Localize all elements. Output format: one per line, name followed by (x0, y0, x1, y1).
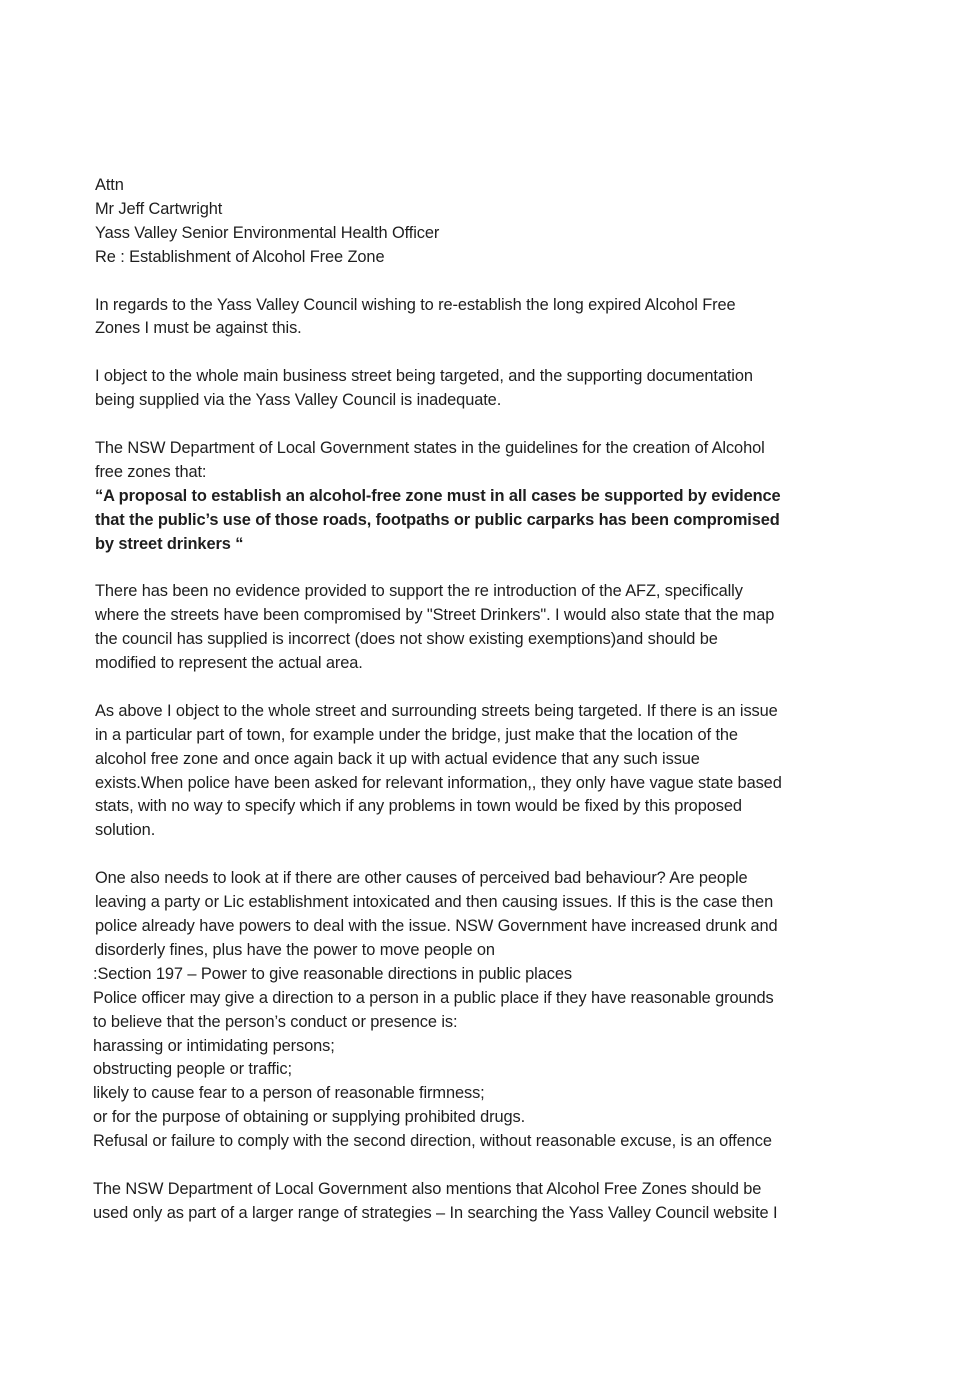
paragraph-line: The NSW Department of Local Government states in the guidelines for the creation of Alcohol (95, 438, 765, 457)
paragraph-line: I object to the whole main business street being targeted, and the supporting documentation (95, 367, 753, 386)
paragraph-gap (95, 341, 885, 365)
paragraph-line: police already have powers to deal with the issue. NSW Government have increased drunk and (95, 917, 778, 935)
paragraph-line: One also needs to look at if there are other causes of perceived bad behaviour? Are people (95, 869, 748, 888)
paragraph-line: the council has supplied is incorrect (does not show existing exemptions)and should be (95, 630, 718, 649)
paragraph-line: exists.When police have been asked for relevant information,, they only have vague state based (95, 773, 782, 792)
quote-line: that the public’s use of those roads, footpaths or public carparks has been compromised (95, 510, 780, 529)
paragraph-gap (95, 270, 885, 294)
paragraph-gap (95, 676, 885, 700)
paragraph-strategies (95, 1178, 885, 1226)
paragraph-line: alcohol free zone and once again back it up with actual evidence that any such issue (95, 749, 700, 768)
recipient-name: Mr Jeff Cartwright (95, 199, 223, 218)
paragraph-line: leaving a party or Lic establishment intoxicated and then causing issues. If this is the case then (95, 893, 774, 912)
quote-line: by street drinkers “ (95, 534, 244, 553)
paragraph-line: Refusal or failure to comply with the second direction, without reasonable excuse, is an offence (93, 1132, 772, 1151)
paragraph-line: In regards to the Yass Valley Council wishing to re-establish the long expired Alcohol Free (95, 295, 736, 314)
paragraph-line: There has been no evidence provided to support the re introduction of the AFZ, specifically (95, 582, 743, 601)
paragraph-gap (95, 1154, 885, 1178)
letter-header (95, 174, 885, 270)
paragraph-line: being supplied via the Yass Valley Council is inadequate. (95, 391, 502, 410)
paragraph-line: modified to represent the actual area. (95, 654, 363, 673)
paragraph-line: As above I object to the whole street and surrounding streets being targeted. If there is an issue (95, 701, 778, 720)
paragraph-line: disorderly fines, plus have the power to move people on (95, 940, 495, 959)
paragraph-line: :Section 197 – Power to give reasonable directions in public places (93, 964, 572, 983)
paragraph-street-targeted (95, 700, 885, 843)
paragraph-line: used only as part of a larger range of strategies – In searching the Yass Valley Council website I (93, 1203, 778, 1222)
paragraph-line: likely to cause fear to a person of reasonable firmness; (93, 1084, 485, 1103)
paragraph-line: in a particular part of town, for example under the bridge, just make that the location of the (95, 725, 738, 744)
subject-line: Re : Establishment of Alcohol Free Zone (95, 247, 385, 266)
recipient-position: Yass Valley Senior Environmental Health Officer (95, 223, 440, 242)
paragraph-other-causes (95, 867, 885, 1154)
paragraph-line: obstructing people or traffic; (93, 1060, 292, 1079)
paragraph-line: Zones I must be against this. (95, 319, 302, 338)
paragraph-line: harassing or intimidating persons; (93, 1036, 335, 1055)
paragraph-opening (95, 294, 885, 342)
paragraph-objection (95, 365, 885, 413)
attn-line: Attn (95, 176, 124, 194)
letter-body (95, 174, 885, 1226)
paragraph-line: free zones that: (95, 462, 207, 481)
paragraph-line: The NSW Department of Local Government also mentions that Alcohol Free Zones should be (93, 1179, 762, 1198)
paragraph-line: where the streets have been compromised by "Street Drinkers". I would also state that the map (95, 606, 775, 625)
paragraph-gap (95, 843, 885, 867)
paragraph-line: or for the purpose of obtaining or supplying prohibited drugs. (93, 1108, 526, 1127)
paragraph-guidelines (95, 437, 885, 557)
paragraph-line: solution. (95, 821, 156, 840)
paragraph-line: Police officer may give a direction to a person in a public place if they have reasonable grounds (93, 988, 774, 1007)
quote-line: “A proposal to establish an alcohol-free zone must in all cases be supported by evidence (95, 486, 781, 505)
paragraph-gap (95, 413, 885, 437)
paragraph-line: to believe that the person’s conduct or presence is: (93, 1012, 458, 1031)
paragraph-gap (95, 556, 885, 580)
paragraph-no-evidence (95, 580, 885, 676)
paragraph-line: stats, with no way to specify which if any problems in town would be fixed by this proposed (95, 797, 742, 816)
